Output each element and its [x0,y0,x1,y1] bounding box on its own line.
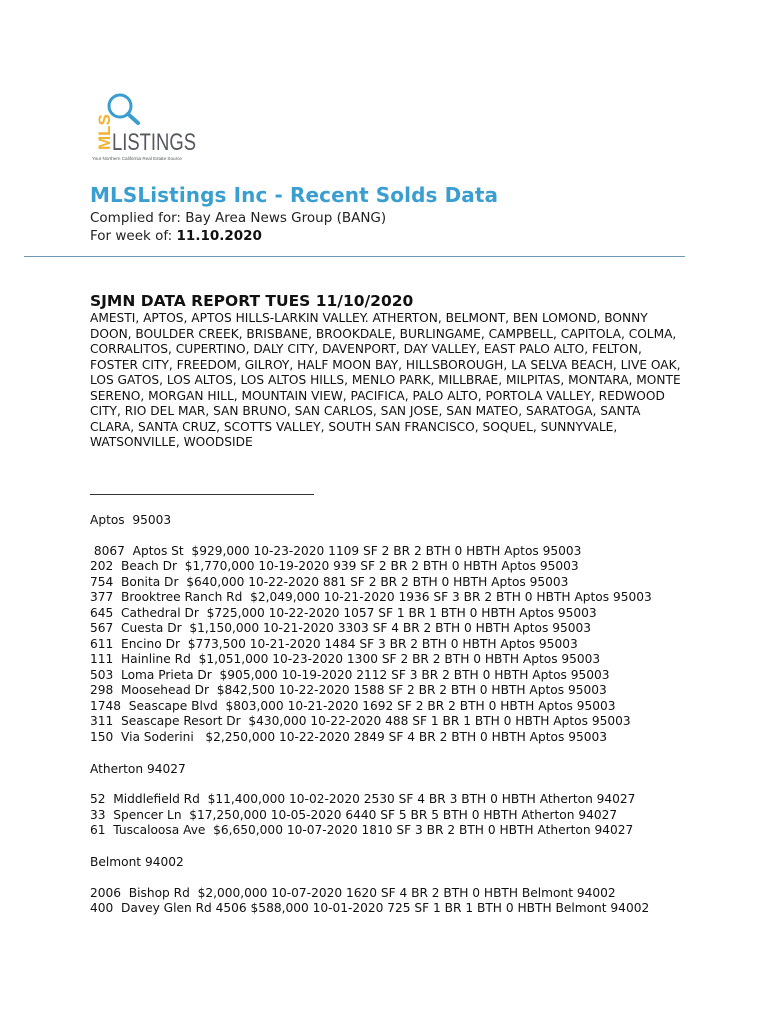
sale-record: 503 Loma Prieta Dr $905,000 10-19-2020 2112 SF 3 BR 2 BTH 0 HBTH Aptos 95003 [90,667,610,682]
section-divider [90,494,314,495]
sale-record: 1748 Seascape Blvd $803,000 10-21-2020 1692 SF 2 BR 2 BTH 0 HBTH Aptos 95003 [90,698,616,713]
logo-mark: MLS [95,114,114,150]
sale-record: 298 Moosehead Dr $842,500 10-22-2020 1588 SF 2 BR 2 BTH 0 HBTH Aptos 95003 [90,683,607,697]
spacer [90,777,690,793]
city-heading: Atherton 94027 [90,761,186,776]
logo-wordmark: LISTINGS [112,129,196,156]
week-of [90,227,498,245]
sale-record: 33 Spencer Ln $17,250,000 10-05-2020 6440 SF 5 BR 5 BTH 0 HBTH Atherton 94027 [90,807,618,822]
week-label: For week of: [90,228,177,244]
city-heading: Belmont 94002 [90,855,184,869]
report-title: SJMN DATA REPORT TUES 11/10/2020 [90,292,414,310]
sale-record: 400 Davey Glen Rd 4506 $588,000 10-01-2020 725 SF 1 BR 1 BTH 0 HBTH Belmont 94002 [90,901,650,915]
sale-record: 377 Brooktree Ranch Rd $2,049,000 10-21-2020 1936 SF 3 BR 2 BTH 0 HBTH Aptos 95003 [90,590,652,604]
sale-record: 2006 Bishop Rd $2,000,000 10-07-2020 1620 SF 4 BR 2 BTH 0 HBTH Belmont 94002 [90,885,616,900]
sale-record: 61 Tuscaloosa Ave $6,650,000 10-07-2020 1810 SF 3 BR 2 BTH 0 HBTH Atherton 94027 [90,823,634,837]
week-value: 11.10.2020 [176,228,262,244]
sale-record: 311 Seascape Resort Dr $430,000 10-22-2020 488 SF 1 BR 1 BTH 0 HBTH Aptos 95003 [90,714,631,728]
sale-record: 111 Hainline Rd $1,051,000 10-23-2020 1300 SF 2 BR 2 BTH 0 HBTH Aptos 95003 [90,652,601,666]
sale-record: 150 Via Soderini $2,250,000 10-22-2020 2849 SF 4 BR 2 BTH 0 HBTH Aptos 95003 [90,729,607,744]
compiled-for: Complied for: Bay Area News Group (BANG) [90,210,387,226]
sale-record: 645 Cathedral Dr $725,000 10-22-2020 1057 SF 1 BR 1 BTH 0 HBTH Aptos 95003 [90,605,597,620]
page-title: MLSListings Inc - Recent Solds Data [90,183,499,207]
spacer [90,870,690,886]
sale-record: 8067 Aptos St $929,000 10-23-2020 1109 SF 2 BR 2 BTH 0 HBTH Aptos 95003 [90,543,582,558]
sale-record: 567 Cuesta Dr $1,150,000 10-21-2020 3303 SF 4 BR 2 BTH 0 HBTH Aptos 95003 [90,621,591,635]
sale-record: 52 Middlefield Rd $11,400,000 10-02-2020 2530 SF 4 BR 3 BTH 0 HBTH Atherton 94027 [90,792,636,806]
logo-tagline: Your Northern California Real Estate Source [92,156,182,161]
sales-listing [90,512,690,917]
mlslistings-logo [90,92,230,164]
spacer [90,839,690,855]
header-divider [24,256,685,257]
city-list: AMESTI, APTOS, APTOS HILLS-LARKIN VALLEY. ATHERTON, BELMONT, BEN LOMOND, BONNY DOON, BOULDER CREEK, BRISBANE, BROOKDALE, BURLINGAME, CAMPBELL, CAPITOLA, COLMA, CORRALITOS, CUPERTINO, DALY CITY, DAVENPORT, DAY VALLEY, EAST PALO ALTO, FELTON, FOSTER CITY, FREEDOM, GILROY, HALF MOON BAY, HILLSBOROUGH, LA SELVA BEACH, LIVE OAK, LOS GATOS, LOS ALTOS, LOS ALTOS HILLS, MENLO PARK, MILLBRAE, MILPITAS, MONTARA, MONTE SERENO, MORGAN HILL, MOUNTAIN VIEW, PACIFICA, PALO ALTO, PORTOLA VALLEY, REDWOOD CITY, RIO DEL MAR, SAN BRUNO, SAN CARLOS, SAN JOSE, SAN MATEO, SARATOGA, SANTA CLARA, SANTA CRUZ, SCOTTS VALLEY, SOUTH SAN FRANCISCO, SOQUEL, SUNNYVALE, WATSONVILLE, WOODSIDE [90,311,681,449]
city-heading: Aptos 95003 [90,513,172,527]
sale-record: 754 Bonita Dr $640,000 10-22-2020 881 SF 2 BR 2 BTH 0 HBTH Aptos 95003 [90,574,569,589]
sale-record: 202 Beach Dr $1,770,000 10-19-2020 939 SF 2 BR 2 BTH 0 HBTH Aptos 95003 [90,559,579,573]
spacer [90,745,690,761]
report-header [90,181,498,245]
spacer [90,528,690,544]
sale-record: 611 Encino Dr $773,500 10-21-2020 1484 SF 3 BR 2 BTH 0 HBTH Aptos 95003 [90,636,578,651]
report-intro [90,291,690,451]
